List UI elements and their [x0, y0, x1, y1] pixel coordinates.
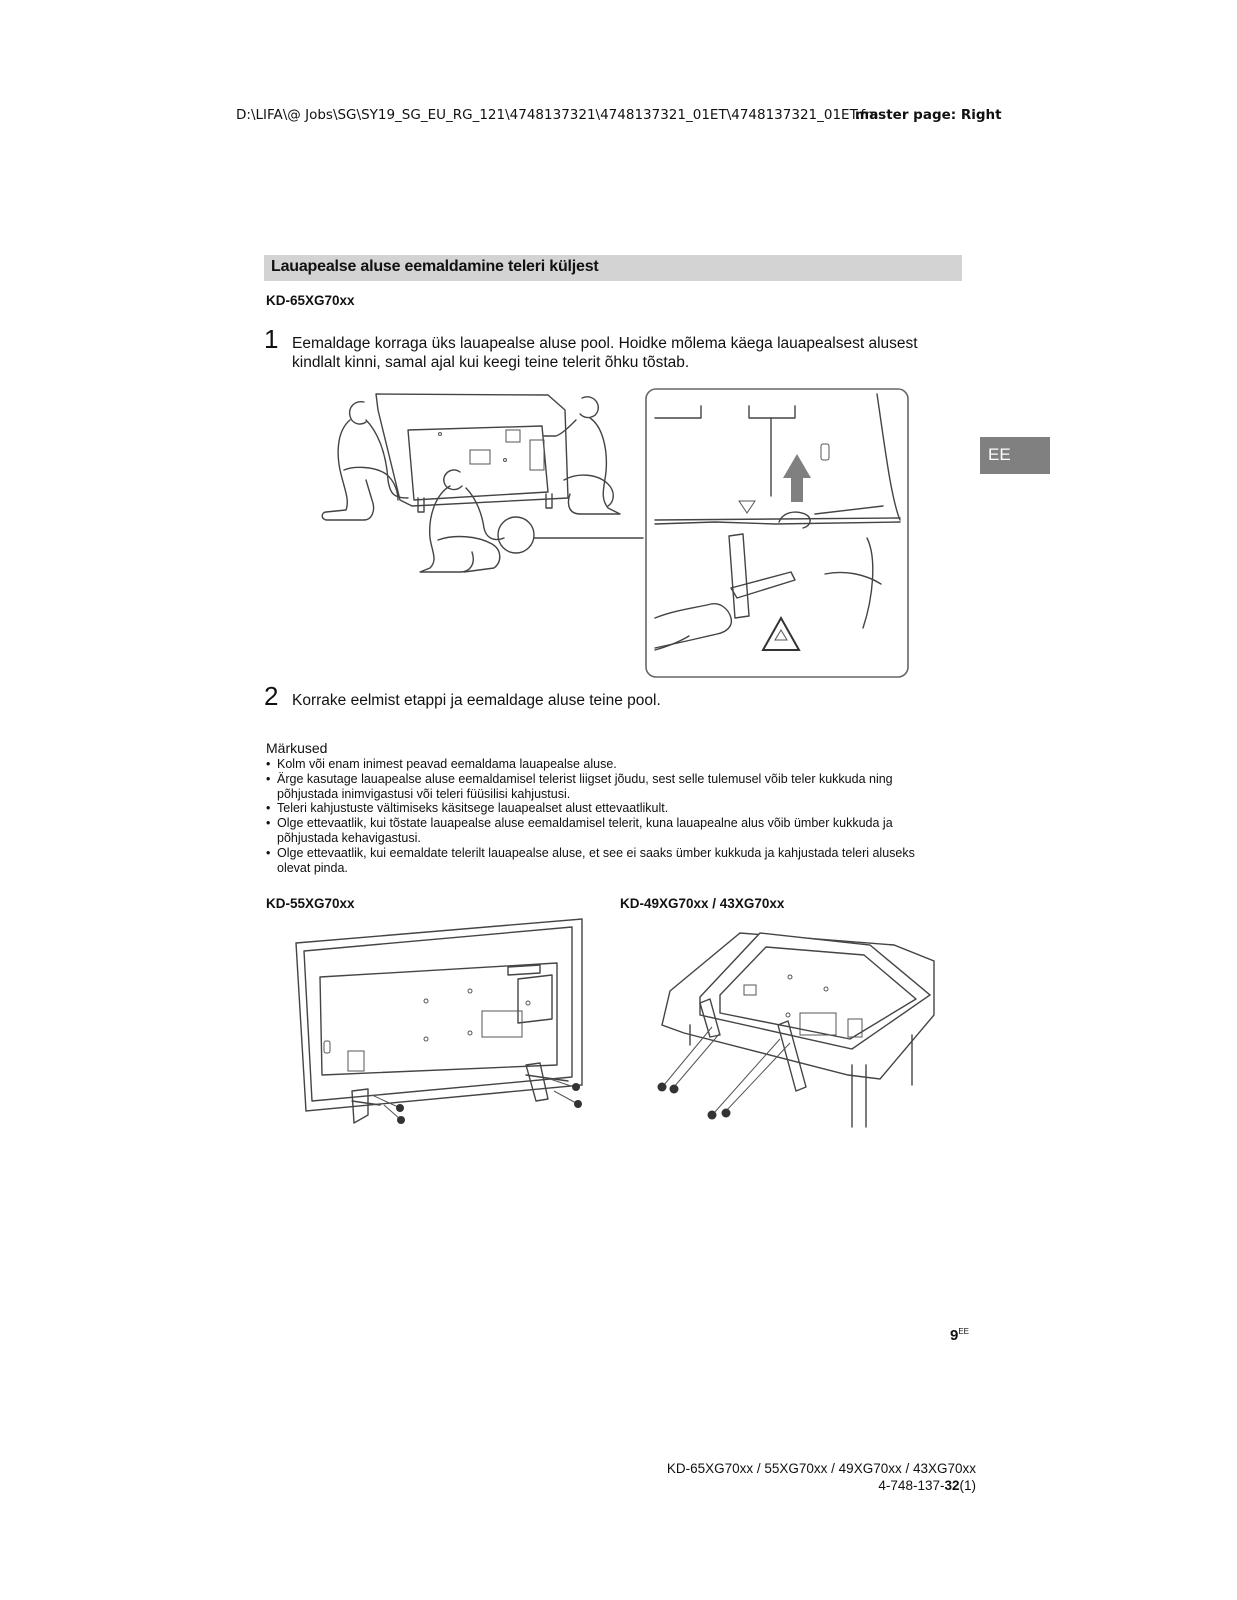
step-1-text-line2: kindlalt kinni, samal ajal kui keegi teine telerit õhku tõstab.	[292, 354, 690, 371]
footer-models: KD-65XG70xx / 55XG70xx / 49XG70xx / 43XG70xx	[666, 1461, 976, 1476]
tv-49-43-stand-illustration	[640, 915, 930, 1135]
language-tab	[980, 437, 1050, 474]
note-item	[266, 816, 966, 846]
note-line: põhjustada inimvigastusi või teleri füüsilisi kahjustusi.	[277, 786, 571, 801]
file-path-header: D:\LIFA\@ Jobs\SG\SY19_SG_EU_RG_121\4748137321\4748137321_01ET\4748137321_01ET.fm	[236, 107, 879, 123]
note-item	[266, 801, 966, 816]
footer-code-bold: 32	[944, 1478, 960, 1493]
step-2-text: Korrake eelmist etappi ja eemaldage aluse teine pool.	[292, 692, 661, 709]
footer-code-suffix: (1)	[959, 1478, 976, 1493]
note-line: Kolm või enam inimest peavad eemaldama lauapealse aluse.	[277, 757, 617, 771]
stand-removal-detail	[645, 388, 909, 678]
model-label-55: KD-55XG70xx	[266, 896, 355, 911]
footer-code-prefix: 4-748-137-	[878, 1478, 945, 1493]
language-tab-label: EE	[988, 445, 1011, 464]
page-number-value: 9	[950, 1327, 959, 1344]
notes-title: Märkused	[266, 740, 328, 756]
note-line: olevat pinda.	[277, 860, 348, 875]
model-label-49-43: KD-49XG70xx / 43XG70xx	[620, 896, 785, 911]
note-item	[266, 846, 966, 876]
notes-list	[266, 757, 966, 875]
note-line: põhjustada kehavigastusi.	[277, 830, 421, 845]
model-label-65: KD-65XG70xx	[266, 293, 355, 308]
note-line: Olge ettevaatlik, kui tõstate lauapealse aluse eemaldamisel telerit, kuna lauapealne alus võib ümber kukkuda ja	[277, 816, 893, 831]
page-number-suffix: EE	[958, 1327, 970, 1336]
note-item	[266, 772, 966, 802]
footer-part-code	[878, 1478, 976, 1493]
lifting-tv-illustration	[320, 390, 650, 580]
step-1-number: 1	[264, 324, 279, 354]
note-line: Ärge kasutage lauapealse aluse eemaldamisel telerist liigset jõudu, sest selle tulemusel võib teler kukkuda ning	[277, 771, 893, 786]
note-line: Olge ettevaatlik, kui eemaldate telerilt lauapealse aluse, et see ei saaks ümber kukkuda ja kahjustada teleri aluseks	[277, 845, 915, 860]
note-item	[266, 757, 966, 772]
section-title: Lauapealse aluse eemaldamine teleri küljest	[271, 258, 599, 275]
step-2-number: 2	[264, 681, 279, 711]
note-line: Teleri kahjustuste vältimiseks käsitsege lauapealset alust ettevaatlikult.	[277, 801, 669, 816]
page-number	[950, 1327, 969, 1344]
tv-55-stand-illustration	[292, 915, 592, 1130]
step-1-text-line1: Eemaldage korraga üks lauapealse aluse pool. Hoidke mõlema käega lauapealsest alusest	[292, 335, 918, 352]
master-page-label: master page: Right	[855, 107, 1002, 123]
